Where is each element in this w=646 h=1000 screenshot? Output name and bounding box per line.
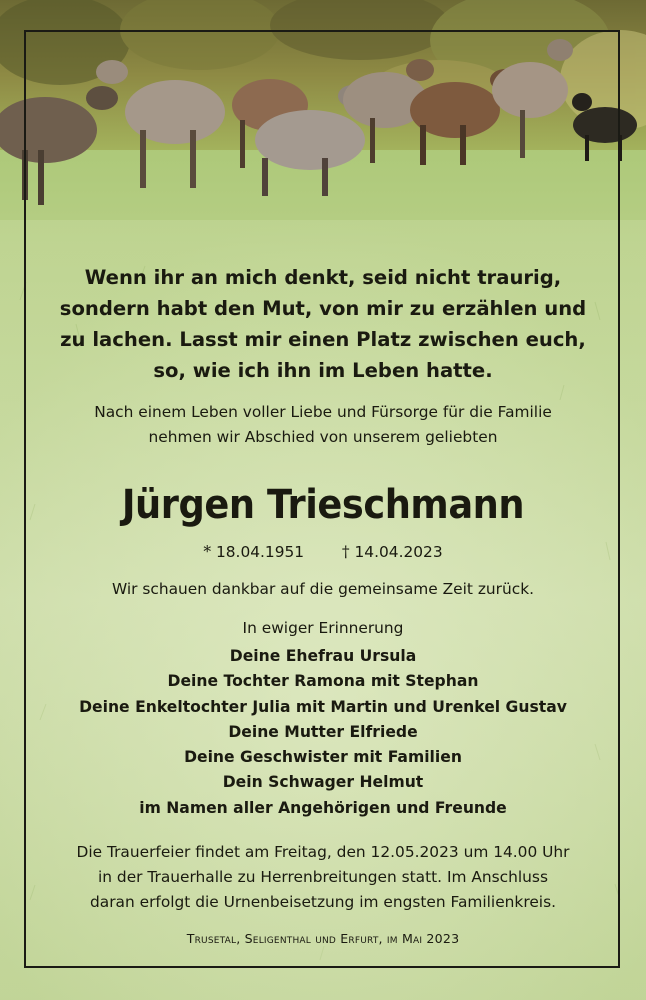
funeral-service-details (24, 840, 622, 915)
intro-line: nehmen wir Abschied von unserem geliebten (148, 428, 498, 446)
quote-line: Wenn ihr an mich denkt, seid nicht traurig, (84, 266, 562, 289)
service-line: daran erfolgt die Urnenbeisetzung im engsten Familienkreis. (90, 893, 556, 911)
intro-line: Nach einem Leben voller Liebe und Fürsorge für die Familie (94, 403, 552, 421)
life-dates (24, 541, 622, 563)
mourner-line: Deine Mutter Elfriede (228, 722, 418, 741)
quote-line: zu lachen. Lasst mir einen Platz zwischen euch, (60, 328, 586, 351)
birth-star-icon: * (203, 543, 212, 561)
mourner-line: Dein Schwager Helmut (222, 773, 424, 792)
death-cross-icon: † (341, 543, 350, 561)
mourners-list (24, 644, 622, 821)
quote-line: so, wie ich ihn im Leben hatte. (153, 359, 493, 382)
mourner-line: im Namen aller Angehörigen und Freunde (139, 798, 507, 817)
birth-date: 18.04.1951 (215, 543, 305, 561)
mourner-line: Deine Enkeltochter Julia mit Martin und Urenkel Gustav (79, 697, 567, 716)
mourner-line: Deine Ehefrau Ursula (229, 647, 417, 665)
gratitude-line: Wir schauen dankbar auf die gemeinsame Zeit zurück. (111, 580, 535, 598)
death-date: 14.04.2023 (354, 543, 443, 561)
place-and-date-footer: Trusetal, Seligenthal und Erfurt, im Mai 2023 (186, 931, 460, 946)
service-line: in der Trauerhalle zu Herrenbreitungen statt. Im Anschluss (98, 868, 548, 886)
memory-heading: In ewiger Erinnerung (242, 619, 404, 637)
quote-line: sondern habt den Mut, von mir zu erzählen und (59, 297, 587, 320)
mourner-line: Deine Tochter Ramona mit Stephan (167, 672, 479, 691)
memorial-quote (24, 262, 622, 386)
mourner-line: Deine Geschwister mit Familien (184, 748, 462, 767)
deceased-name: Jürgen Trieschmann (121, 482, 525, 528)
announcement-intro (24, 400, 622, 450)
service-line: Die Trauerfeier findet am Freitag, den 12.05.2023 um 14.00 Uhr (76, 843, 570, 861)
